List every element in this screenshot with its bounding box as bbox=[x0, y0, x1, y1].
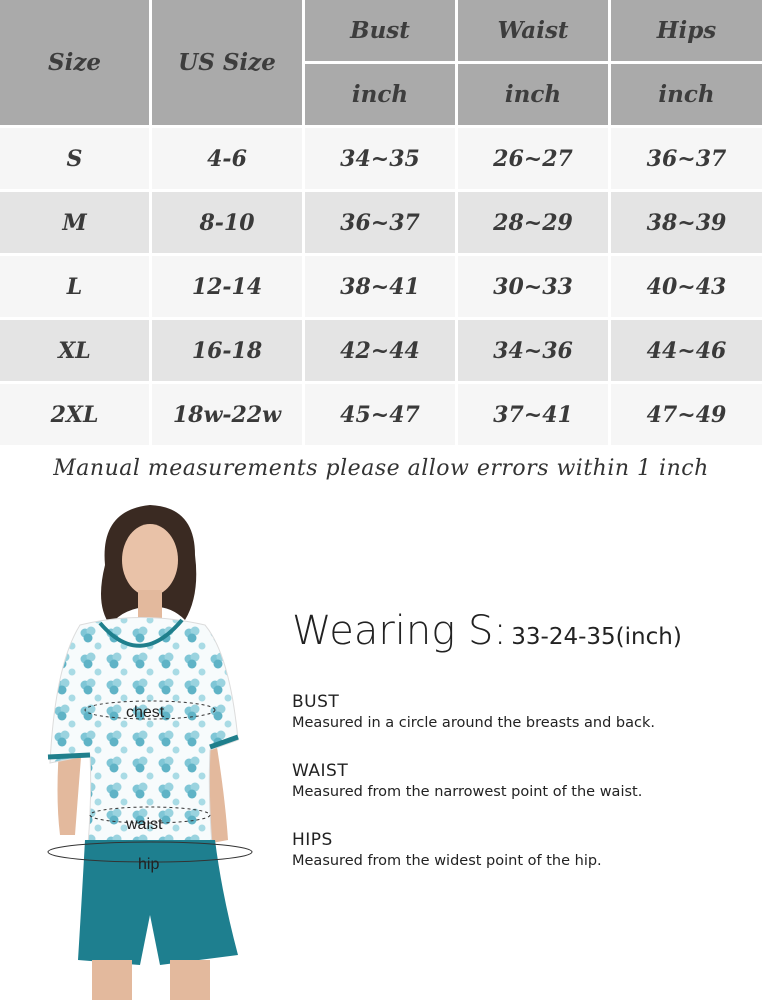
header-size: Size bbox=[0, 0, 149, 125]
table-cell-size: S bbox=[0, 128, 149, 189]
measurement-info bbox=[292, 608, 752, 869]
header-bust-unit: inch bbox=[305, 64, 455, 125]
table-cell-us: 4-6 bbox=[152, 128, 302, 189]
waist-description: Measured from the narrowest point of the waist. bbox=[292, 784, 643, 800]
table-cell-hips: 40~43 bbox=[611, 256, 762, 317]
table-cell-hips: 38~39 bbox=[611, 192, 762, 253]
hips-block bbox=[292, 830, 602, 869]
model-illustration bbox=[0, 495, 280, 1000]
table-cell-hips: 47~49 bbox=[611, 384, 762, 445]
waist-label: waist bbox=[126, 816, 163, 833]
table-cell-size: XL bbox=[0, 320, 149, 381]
header-us-size: US Size bbox=[152, 0, 302, 125]
chest-label: chest bbox=[126, 704, 165, 721]
waist-title: WAIST bbox=[292, 761, 349, 781]
header-waist-unit: inch bbox=[458, 64, 608, 125]
hips-description: Measured from the widest point of the hip. bbox=[292, 853, 602, 869]
hip-label: hip bbox=[138, 856, 160, 873]
header-hips-unit: inch bbox=[611, 64, 762, 125]
size-chart-table bbox=[0, 0, 762, 444]
table-cell-waist: 28~29 bbox=[458, 192, 608, 253]
table-cell-size: M bbox=[0, 192, 149, 253]
model-figure bbox=[0, 495, 280, 1000]
header-hips: Hips bbox=[611, 0, 762, 61]
bust-block bbox=[292, 692, 655, 731]
header-bust: Bust bbox=[305, 0, 455, 61]
table-cell-waist: 37~41 bbox=[458, 384, 608, 445]
wearing-value: 33-24-35(inch) bbox=[511, 624, 682, 650]
table-cell-bust: 42~44 bbox=[305, 320, 455, 381]
table-cell-us: 16-18 bbox=[152, 320, 302, 381]
table-cell-us: 18w-22w bbox=[152, 384, 302, 445]
table-cell-bust: 38~41 bbox=[305, 256, 455, 317]
header-waist: Waist bbox=[458, 0, 608, 61]
bust-description: Measured in a circle around the breasts and back. bbox=[292, 715, 655, 731]
table-cell-bust: 34~35 bbox=[305, 128, 455, 189]
table-cell-hips: 44~46 bbox=[611, 320, 762, 381]
table-cell-size: 2XL bbox=[0, 384, 149, 445]
wearing-line bbox=[292, 608, 752, 654]
table-cell-waist: 30~33 bbox=[458, 256, 608, 317]
measurement-note: Manual measurements please allow errors within 1 inch bbox=[53, 456, 709, 481]
table-cell-bust: 45~47 bbox=[305, 384, 455, 445]
waist-block bbox=[292, 761, 642, 800]
table-cell-us: 8-10 bbox=[152, 192, 302, 253]
table-cell-waist: 26~27 bbox=[458, 128, 608, 189]
wearing-title: Wearing S: bbox=[292, 608, 507, 654]
hips-title: HIPS bbox=[292, 830, 333, 850]
table-cell-size: L bbox=[0, 256, 149, 317]
table-cell-us: 12-14 bbox=[152, 256, 302, 317]
table-cell-waist: 34~36 bbox=[458, 320, 608, 381]
table-cell-bust: 36~37 bbox=[305, 192, 455, 253]
table-cell-hips: 36~37 bbox=[611, 128, 762, 189]
bust-title: BUST bbox=[292, 692, 340, 712]
